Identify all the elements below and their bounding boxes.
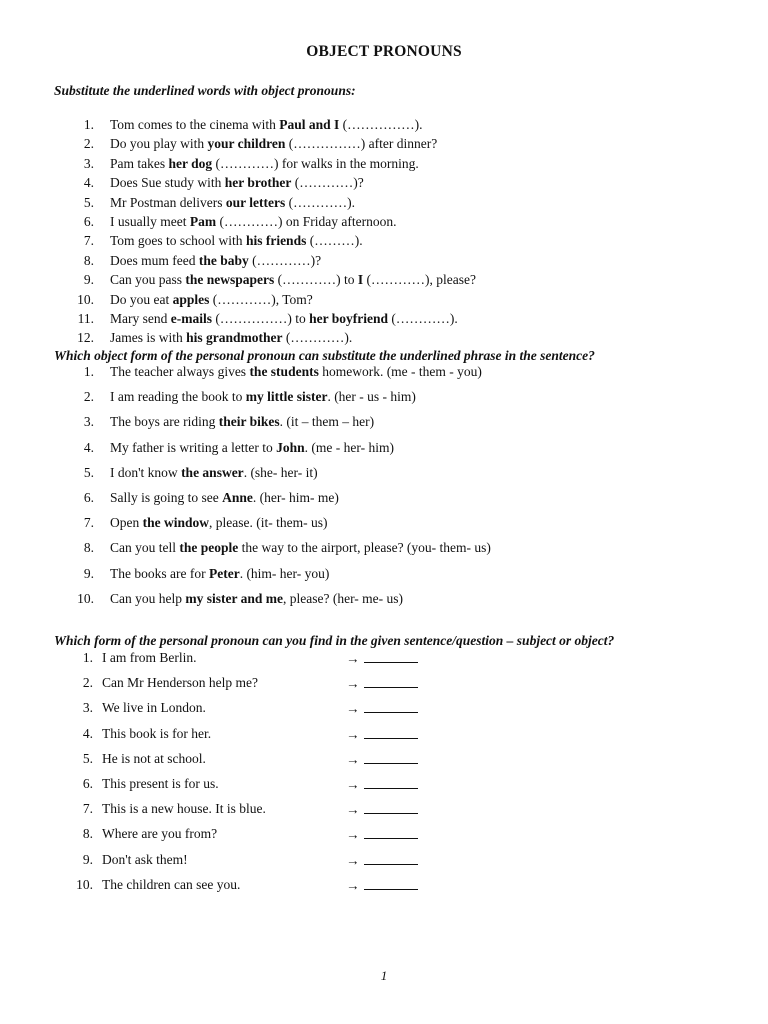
item-sentence bbox=[110, 540, 491, 556]
item-number: 6. bbox=[83, 214, 94, 229]
underlined-phrase: Peter bbox=[208, 565, 240, 581]
item-number: 1. bbox=[82, 650, 93, 665]
item-number: 6. bbox=[83, 490, 94, 505]
item-sentence bbox=[110, 214, 396, 230]
page-title: OBJECT PRONOUNS bbox=[306, 43, 462, 60]
item-number: 9. bbox=[83, 272, 94, 288]
item-number: 2. bbox=[83, 136, 94, 152]
sentence-text: Can you tell bbox=[110, 540, 180, 556]
underlined-phrase: his friends bbox=[245, 233, 307, 249]
sentence-text: (…………)? bbox=[291, 175, 364, 191]
item-sentence bbox=[110, 253, 321, 269]
item-number: 5. bbox=[83, 194, 94, 210]
sentence-text: (…………) on Friday afternoon. bbox=[216, 214, 397, 229]
arrow-icon: → bbox=[346, 827, 360, 843]
item-number: 9. bbox=[83, 565, 94, 581]
answer-field[interactable] bbox=[346, 877, 418, 894]
answer-blank[interactable] bbox=[364, 726, 418, 739]
underlined-phrase: her boyfriend bbox=[309, 311, 389, 326]
item-sentence bbox=[110, 440, 394, 456]
sentence-text: The books are for bbox=[110, 565, 209, 581]
sentence-text: I don't know bbox=[110, 464, 182, 480]
underlined-phrase: apples bbox=[172, 291, 210, 307]
item-sentence: This book is for her. bbox=[102, 725, 212, 741]
section3-instruction: Which form of the personal pronoun can you find in the given sentence/question – subject or object? bbox=[54, 633, 615, 648]
item-number: 5. bbox=[82, 750, 93, 766]
sentence-text: . (her- him- me) bbox=[252, 490, 339, 505]
answer-blank[interactable] bbox=[364, 675, 418, 688]
underlined-phrase: our letters bbox=[225, 194, 286, 210]
item-sentence bbox=[110, 591, 403, 607]
item-sentence: We live in London. bbox=[102, 700, 206, 716]
answer-blank[interactable] bbox=[364, 700, 418, 713]
page-number: 1 bbox=[380, 968, 388, 983]
sentence-text: homework. (me - them - you) bbox=[318, 364, 482, 379]
item-number: 2. bbox=[83, 389, 94, 405]
underlined-phrase: Pam bbox=[189, 214, 217, 229]
underlined-phrase: the students bbox=[249, 364, 319, 379]
sentence-text: Do you play with bbox=[110, 136, 208, 152]
item-number: 7. bbox=[83, 233, 94, 249]
sentence-text: James is with bbox=[110, 330, 187, 346]
item-number: 3. bbox=[83, 155, 94, 171]
sentence-text: Does Sue study with bbox=[110, 175, 225, 191]
answer-field[interactable] bbox=[346, 776, 418, 793]
item-sentence bbox=[110, 195, 355, 211]
answer-field[interactable] bbox=[346, 650, 418, 667]
item-number: 10. bbox=[77, 590, 94, 606]
item-sentence bbox=[110, 330, 352, 346]
answer-field[interactable] bbox=[346, 826, 418, 843]
underlined-phrase: your children bbox=[207, 136, 286, 152]
arrow-icon: → bbox=[346, 802, 360, 818]
underlined-phrase: the answer bbox=[181, 464, 244, 480]
sentence-text: the way to the airport, please? (you- them- us) bbox=[238, 540, 491, 556]
item-number: 9. bbox=[82, 851, 93, 867]
item-sentence: I am from Berlin. bbox=[102, 650, 197, 665]
sentence-text: (…………) to bbox=[274, 272, 358, 288]
answer-field[interactable] bbox=[346, 675, 418, 692]
item-number: 7. bbox=[83, 515, 94, 531]
sentence-text: Can you pass bbox=[110, 272, 186, 288]
item-number: 8. bbox=[82, 826, 93, 842]
underlined-phrase: my sister and me bbox=[185, 590, 283, 606]
arrow-icon: → bbox=[346, 777, 360, 792]
item-sentence: Can Mr Henderson help me? bbox=[102, 675, 258, 691]
section2-instruction: Which object form of the personal pronoun can substitute the underlined phrase in the sentence? bbox=[54, 348, 595, 363]
arrow-icon: → bbox=[346, 852, 360, 868]
item-sentence: This is a new house. It is blue. bbox=[102, 801, 266, 817]
section1-instruction: Substitute the underlined words with object pronouns: bbox=[54, 83, 356, 98]
item-sentence bbox=[110, 515, 327, 531]
sentence-text: (……………) to bbox=[212, 311, 310, 326]
item-number: 4. bbox=[82, 725, 93, 741]
item-sentence bbox=[110, 156, 419, 172]
sentence-text: (…………)? bbox=[248, 252, 322, 268]
item-number: 12. bbox=[77, 330, 94, 346]
answer-field[interactable] bbox=[346, 751, 418, 768]
item-number: 8. bbox=[83, 252, 94, 268]
sentence-text: (…………), Tom? bbox=[209, 291, 313, 307]
underlined-phrase: John bbox=[276, 439, 305, 455]
item-sentence bbox=[110, 175, 364, 191]
item-number: 7. bbox=[82, 801, 93, 817]
sentence-text: , please. (it- them- us) bbox=[209, 515, 328, 531]
answer-blank[interactable] bbox=[364, 751, 418, 764]
sentence-text: . (her - us - him) bbox=[327, 389, 416, 405]
item-sentence bbox=[110, 490, 339, 506]
item-sentence bbox=[110, 566, 329, 582]
sentence-text: (…………). bbox=[388, 311, 458, 326]
sentence-text: Sally is going to see bbox=[110, 490, 223, 505]
sentence-text: Does mum feed bbox=[110, 252, 199, 268]
item-sentence bbox=[110, 311, 458, 327]
sentence-text: The teacher always gives bbox=[110, 364, 250, 379]
answer-blank[interactable] bbox=[364, 776, 418, 789]
arrow-icon: → bbox=[346, 676, 360, 692]
sentence-text: . (me - her- him) bbox=[304, 439, 394, 455]
sentence-text: Do you eat bbox=[110, 291, 173, 307]
item-number: 6. bbox=[82, 776, 93, 791]
answer-field[interactable] bbox=[346, 852, 418, 869]
underlined-phrase: my little sister bbox=[245, 389, 328, 405]
item-number: 10. bbox=[76, 876, 93, 892]
underlined-phrase: their bikes bbox=[218, 414, 280, 430]
item-number: 2. bbox=[82, 675, 93, 691]
underlined-phrase: her dog bbox=[168, 155, 213, 171]
answer-blank[interactable] bbox=[364, 650, 418, 663]
sentence-text: Tom goes to school with bbox=[110, 233, 246, 249]
sentence-text: (………). bbox=[306, 233, 363, 249]
sentence-text: Pam takes bbox=[110, 155, 169, 171]
underlined-phrase: the window bbox=[142, 515, 210, 531]
arrow-icon: → bbox=[346, 651, 360, 666]
sentence-text: , please? (her- me- us) bbox=[283, 590, 404, 606]
sentence-text: . (it – them – her) bbox=[279, 414, 375, 430]
answer-blank[interactable] bbox=[364, 852, 418, 865]
item-sentence bbox=[110, 389, 416, 405]
sentence-text: I am reading the book to bbox=[110, 389, 246, 405]
sentence-text: . (him- her- you) bbox=[239, 565, 330, 581]
arrow-icon: → bbox=[346, 701, 360, 717]
answer-field[interactable] bbox=[346, 801, 418, 818]
item-sentence bbox=[110, 136, 437, 152]
sentence-text: The boys are riding bbox=[110, 414, 219, 430]
sentence-text: My father is writing a letter to bbox=[110, 439, 277, 455]
sentence-text: (…………). bbox=[285, 194, 355, 210]
sentence-text: (…………). bbox=[282, 330, 353, 346]
underlined-phrase: the baby bbox=[198, 252, 249, 268]
item-sentence: Don't ask them! bbox=[102, 851, 188, 867]
arrow-icon: → bbox=[346, 726, 360, 742]
item-sentence: The children can see you. bbox=[102, 876, 241, 892]
item-sentence bbox=[110, 465, 318, 481]
sentence-text: (……………). bbox=[339, 117, 423, 132]
item-sentence: He is not at school. bbox=[102, 750, 206, 766]
underlined-phrase: the newspapers bbox=[185, 272, 275, 288]
underlined-phrase: her brother bbox=[224, 175, 292, 191]
sentence-text: (…………) for walks in the morning. bbox=[212, 155, 419, 171]
sentence-text: I usually meet bbox=[110, 214, 190, 229]
arrow-icon: → bbox=[346, 877, 360, 893]
item-number: 10. bbox=[77, 291, 94, 307]
item-number: 11. bbox=[77, 311, 94, 326]
item-number: 8. bbox=[83, 540, 94, 556]
item-sentence bbox=[110, 272, 476, 288]
sentence-text: (…………), please? bbox=[363, 272, 476, 288]
item-sentence: Where are you from? bbox=[102, 826, 218, 842]
item-sentence bbox=[110, 233, 363, 249]
sentence-text: (……………) after dinner? bbox=[285, 136, 438, 152]
sentence-text: Open bbox=[110, 515, 143, 531]
item-sentence bbox=[110, 292, 313, 308]
item-sentence: This present is for us. bbox=[102, 776, 219, 791]
underlined-phrase: e-mails bbox=[170, 311, 212, 326]
underlined-phrase: the people bbox=[179, 540, 239, 556]
underlined-phrase: Paul and I bbox=[279, 117, 340, 132]
answer-field[interactable] bbox=[346, 700, 418, 717]
answer-field[interactable] bbox=[346, 726, 418, 743]
item-number: 1. bbox=[83, 117, 94, 132]
sentence-text: . (she- her- it) bbox=[243, 464, 318, 480]
answer-blank[interactable] bbox=[364, 801, 418, 814]
answer-blank[interactable] bbox=[364, 877, 418, 890]
underlined-phrase: Anne bbox=[222, 490, 253, 505]
sentence-text: Mr Postman delivers bbox=[110, 194, 226, 210]
item-number: 5. bbox=[83, 464, 94, 480]
sentence-text: Mary send bbox=[110, 311, 171, 326]
item-number: 4. bbox=[83, 439, 94, 455]
item-sentence bbox=[110, 117, 423, 133]
sentence-text: Can you help bbox=[110, 590, 186, 606]
item-sentence bbox=[110, 364, 482, 380]
item-number: 3. bbox=[82, 700, 93, 716]
item-number: 3. bbox=[83, 414, 94, 430]
underlined-phrase: I bbox=[357, 272, 364, 288]
item-number: 4. bbox=[83, 175, 94, 191]
sentence-text: Tom comes to the cinema with bbox=[110, 117, 280, 132]
answer-blank[interactable] bbox=[364, 826, 418, 839]
item-number: 1. bbox=[83, 364, 94, 379]
underlined-phrase: his grandmother bbox=[186, 330, 283, 346]
item-sentence bbox=[110, 414, 374, 430]
arrow-icon: → bbox=[346, 751, 360, 767]
